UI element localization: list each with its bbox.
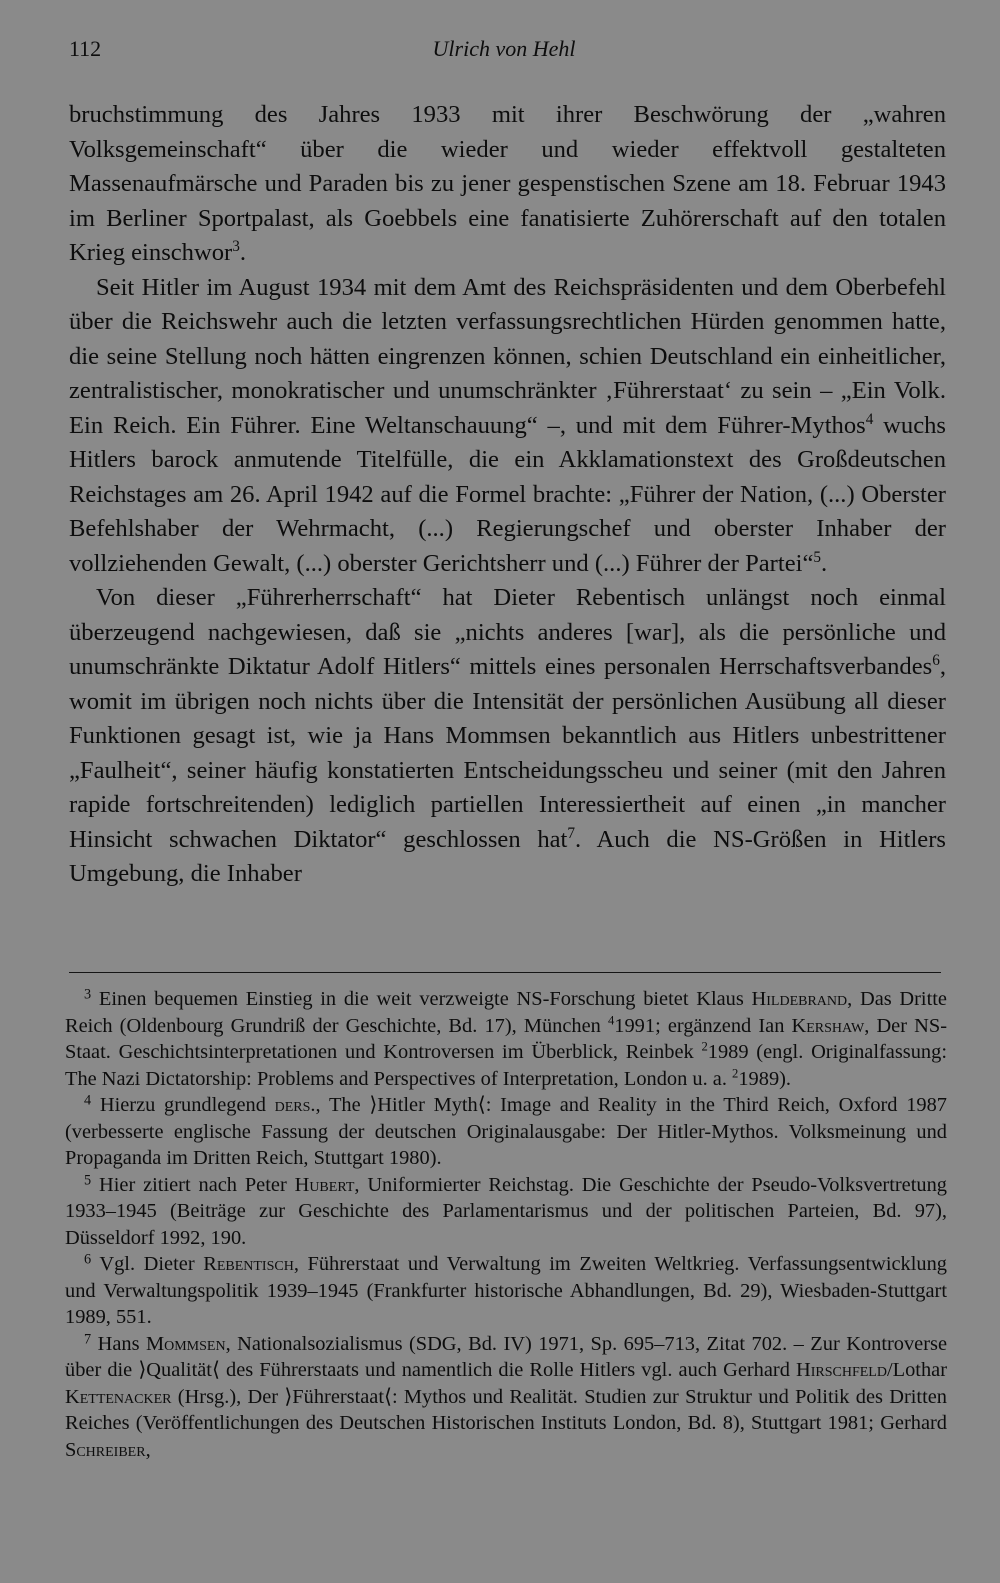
author-name: Kershaw: [791, 1014, 865, 1037]
footnote-text: , Das Dritte Reich (Oldenbourg Grundriß der Geschichte, Bd. 17), München: [65, 988, 947, 1037]
paragraph-1: [69, 98, 946, 271]
author-name: Schreiber: [65, 1438, 146, 1461]
footnote-number: 3: [84, 986, 92, 1003]
footnote-ref-5: 5: [813, 548, 821, 566]
paragraph-text: .: [820, 549, 828, 577]
footnote-3: [65, 986, 947, 1092]
footnote-text: , The ⟩Hitler Myth⟨: Image and Reality in the Third Reich, Oxford 1987 (verbesserte englische Fassung der deutschen Originalausgabe: Der Hitler-Mythos. Volksmeinung und Propaganda im Dritten Reich, Stuttgart 1980).: [65, 1094, 947, 1169]
edition-number: 4: [607, 1012, 615, 1027]
footnote-ref-3: 3: [232, 237, 240, 255]
footnote-number: 5: [84, 1172, 92, 1189]
footnote-text: , Uniformierter Reichstag. Die Geschichte der Pseudo-Volksvertretung 1933–1945 (Beiträge zur Geschichte des Parlamentarismus und der politischen Parteien, Bd. 97), Düsseldorf 1992, 190.: [65, 1173, 947, 1249]
footnotes: [65, 986, 947, 1463]
footnote-text: Hans: [97, 1332, 146, 1355]
author-name: Kettenacker: [65, 1385, 172, 1408]
footnote-text: Vgl. Dieter: [99, 1253, 204, 1275]
footnote-number: 6: [84, 1251, 92, 1268]
footnote-number: 4: [84, 1092, 92, 1109]
footnote-divider: [69, 972, 941, 973]
paragraph-text: wuchs Hitlers barock anmutende Titelfülle, die ein Akklamationstext des Großdeutschen Reichstages am 26. April 1942 auf die Formel brachte: „Führer der Nation, (...) Oberster Befehlshaber der Wehrmacht, (...) Regierungschef und oberster Inhaber der vollziehenden Gewalt, (...) oberster Gerichtsherr und (...) Führer der Partei“: [69, 411, 947, 577]
footnote-5: [65, 1172, 947, 1252]
edition-number: 2: [701, 1039, 708, 1054]
author-name: Rebentisch: [203, 1253, 294, 1275]
paragraph-2: [69, 271, 946, 582]
running-head: Ulrich von Hehl: [432, 36, 576, 61]
author-name: Hirschfeld: [796, 1359, 887, 1381]
author-name: Mommsen: [145, 1332, 226, 1355]
footnote-ref-6: 6: [932, 651, 940, 669]
footnote-7: [65, 1331, 947, 1464]
paragraph-text: Seit Hitler im August 1934 mit dem Amt des Reichspräsidenten und dem Oberbefehl über die Reichswehr auch die letzten verfassungsrechtlichen Hürden genommen hatte, die seine Stellung noch hätten eingrenzen können, schien Deutschland ein einheitlicher, zentralistischer, monokratischer und unumschränkter ‚Führerstaat‘ zu sein – „Ein Volk. Ein Reich. Ein Führer. Eine Weltanschauung“ –, und mit dem Führer-Mythos: [69, 273, 946, 439]
edition-number: 2: [732, 1065, 739, 1080]
footnote-text: (Hrsg.), Der ⟩Führerstaat⟨: Mythos und Realität. Studien zur Struktur und Politik des Dritten Reiches (Veröffentlichungen des Deutschen Historischen Instituts London, Bd. 8), Stuttgart 1981; Gerhard: [65, 1385, 947, 1434]
footnote-number: 7: [84, 1331, 92, 1348]
page-header: [69, 36, 939, 68]
footnote-4: [65, 1092, 947, 1172]
author-name: ders.: [274, 1094, 316, 1116]
paragraph-text: , womit im übrigen noch nichts über die Intensität der persönlichen Ausübung all dieser Funktionen gesagt ist, wie ja Hans Mommsen bekanntlich aus Hitlers unbestrittener „Faulheit“, seiner häufig konstatierten Entscheidungsscheu und seiner (mit den Jahren rapide fortschreitenden) lediglich partiellen Interessiertheit auf einen „in mancher Hinsicht schwachen Diktator“ geschlossen hat: [69, 653, 946, 853]
author-name: Hildebrand: [751, 988, 848, 1010]
footnote-text: ,: [145, 1438, 151, 1461]
paragraph-3: [69, 581, 946, 892]
footnote-text: 1989 (engl. Originalfassung: The Nazi Dictatorship: Problems and Perspectives of Interpretation, London u. a.: [65, 1041, 947, 1090]
paragraph-text: Von dieser „Führerherrschaft“ hat Dieter Rebentisch unlängst noch einmal überzeugend nachgewiesen, daß sie „nichts anderes [war], als die persönliche und unumschränkte Diktatur Adolf Hitlers“ mittels eines personalen Herrschaftsverbandes: [69, 584, 946, 680]
footnote-text: /Lothar: [886, 1359, 947, 1381]
footnote-text: 1989).: [738, 1067, 792, 1090]
main-text: [69, 98, 946, 892]
paragraph-text: .: [239, 239, 247, 266]
footnote-text: Einen bequemen Einstieg in die weit verzweigte NS-Forschung bietet Klaus: [98, 988, 752, 1010]
footnote-ref-4: 4: [865, 410, 874, 428]
page-number: 112: [69, 36, 102, 61]
author-name: Hubert: [294, 1173, 355, 1196]
footnote-text: 1991; ergänzend Ian: [614, 1014, 792, 1037]
paragraph-text: . Auch die NS-Größen in Hitlers Umgebung, die Inhaber: [69, 825, 946, 887]
footnote-text: , Der NS-Staat. Geschichtsinterpretationen und Kontroversen im Überblick, Reinbek: [65, 1014, 947, 1063]
footnote-text: Hier zitiert nach Peter: [99, 1173, 295, 1196]
footnote-6: [65, 1251, 947, 1331]
footnote-text: Hierzu grundlegend: [99, 1094, 275, 1116]
paragraph-text: bruchstimmung des Jahres 1933 mit ihrer Beschwörung der „wahren Volksgemeinschaft“ über die wieder und wieder effektvoll gestalteten Massenaufmärsche und Paraden bis zu jener gespenstischen Szene am 18. Februar 1943 im Berliner Sportpalast, als Goebbels eine fanatisierte Zuhörerschaft auf den totalen Krieg einschwor: [69, 101, 946, 266]
footnote-ref-7: 7: [567, 824, 575, 842]
footnote-text: , Nationalsozialismus (SDG, Bd. IV) 1971, Sp. 695–713, Zitat 702. – Zur Kontroverse über die ⟩Qualität⟨ des Führerstaats und namentlich die Rolle Hitlers vgl. auch Gerhard: [65, 1332, 947, 1381]
footnote-text: , Führerstaat und Verwaltung im Zweiten Weltkrieg. Verfassungsentwicklung und Verwaltungspolitik 1939–1945 (Frankfurter historische Abhandlungen, Bd. 29), Wiesbaden-Stuttgart 1989, 551.: [65, 1253, 947, 1328]
